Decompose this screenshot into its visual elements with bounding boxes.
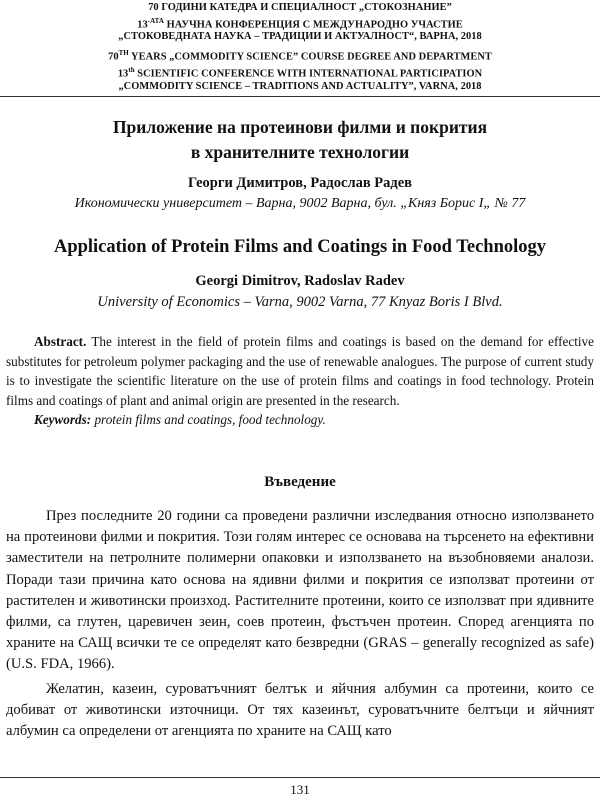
- header-divider: [0, 96, 600, 97]
- abstract-text: The interest in the field of protein films and coatings is based on the demand for effective substitutes for petroleum polymer packaging and the use of renewable analogues. The purpose of current study is to investigate the scientific literature on the use of protein films and coatings in food technology. Protein films and coatings of plant and animal origin are presented in the research.: [6, 334, 594, 408]
- page-number: 131: [290, 782, 310, 797]
- header-bg-line-1: 70 ГОДИНИ КАТЕДРА И СПЕЦИАЛНОСТ „СТОКОЗНАНИЕ”: [148, 2, 452, 13]
- body-paragraph-1: През последните 20 години са проведени различни изследвания относно използването на протеинови филми и покрития. Този голям интерес се основава на търсенето на ефективни заместители на петролните полимерни опаковки и използването на възобновяеми аналози. Поради тази причина като основа на ядивни филми и покрития се използват протеини от растителен и животински произход. Растителните протеини, които се използват при ядивните филми, са глутен, царевичен зеин, соев протеин, фъстъчен протеин. Според агенцията по храните на САЩ всички те се определят като безвредни (GRAS – generally recognized as safe) (U.S. FDA, 1966).: [6, 508, 594, 673]
- conference-header: [0, 0, 600, 93]
- keywords: [6, 410, 594, 430]
- affiliation-english: University of Economics – Varna, 9002 Varna, 77 Knyaz Boris I Blvd.: [97, 294, 503, 310]
- title-bg-line-2: в хранителните технологии: [190, 142, 410, 162]
- section-heading-introduction: Въведение: [264, 474, 336, 490]
- keywords-label: Keywords:: [34, 412, 92, 427]
- body-text: [6, 506, 594, 745]
- footer-divider: [0, 777, 600, 778]
- abstract: [6, 332, 594, 430]
- header-bg-line-2: $13^{-ATA}$ НАУЧНА КОНФЕРЕНЦИЯ С МЕЖДУНАРОДНО УЧАСТИЕ: [137, 16, 463, 30]
- header-en-line-2: 13th SCIENTIFIC CONFERENCE WITH INTERNATIONAL PARTICIPATION: [117, 65, 483, 80]
- header-en-line-3: „COMMODITY SCIENCE – TRADITIONS AND ACTUALITY”, VARNA, 2018: [118, 80, 482, 92]
- affiliation-bulgarian: Икономически университет – Варна, 9002 Варна, бул. „Княз Борис I„ № 77: [74, 196, 526, 211]
- title-bg-line-1: Приложение на протеинови филми и покрития: [112, 117, 488, 137]
- body-paragraph-2: Желатин, казеин, суроватъчният белтък и яйчния албумин са протеини, които се добиват от животински източници. От тях казеинът, суроватъчните белтъци и яйчният албумин са определени от агенцията по храните на САЩ като: [6, 680, 594, 740]
- abstract-label: Abstract.: [34, 334, 87, 349]
- title-bulgarian: [0, 115, 600, 165]
- authors-bulgarian: Георги Димитров, Радослав Радев: [187, 175, 412, 191]
- header-bg-line-3: „СТОКОВЕДНАТА НАУКА – ТРАДИЦИИ И АКТУАЛНОСТ“, ВАРНА, 2018: [118, 31, 482, 43]
- title-english: Application of Protein Films and Coatings in Food Technology: [53, 237, 547, 257]
- abstract-paragraph: [6, 332, 594, 410]
- authors-english: Georgi Dimitrov, Radoslav Radev: [195, 273, 405, 289]
- header-en-line-1: 70TH YEARS „COMMODITY SCIENCE” COURSE DEGREE AND DEPARTMENT: [108, 48, 492, 63]
- keywords-text: protein films and coatings, food technology.: [91, 412, 326, 427]
